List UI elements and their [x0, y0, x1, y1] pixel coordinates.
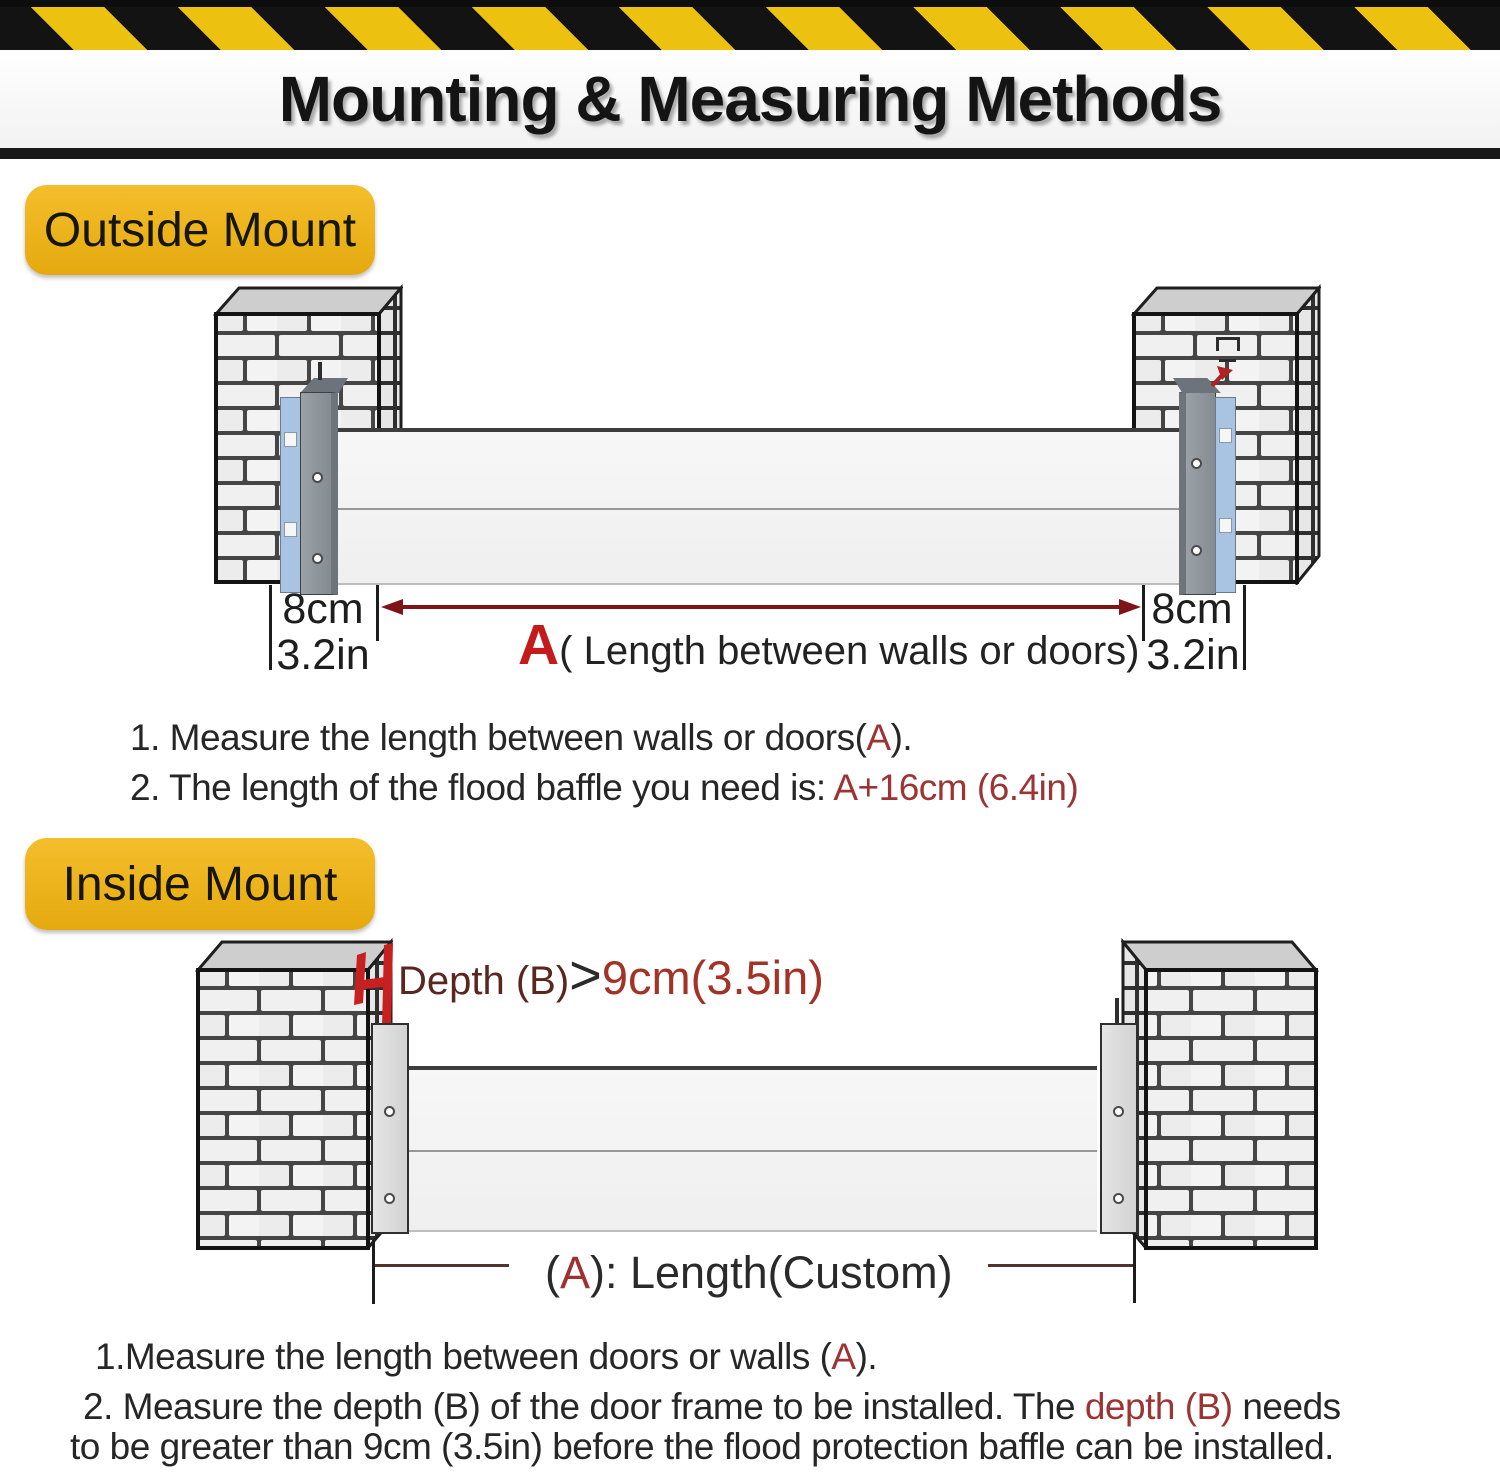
inside-step-2-continued — [70, 1426, 1334, 1468]
outside-mount-badge — [25, 185, 375, 275]
right-anchor-mark — [1115, 998, 1119, 1025]
outside-step-2-text: 2. The length of the flood baffle you need is: — [130, 767, 834, 808]
length-label-pre: ( — [545, 1247, 560, 1298]
outside-step-1-end: ). — [890, 717, 913, 758]
left-anchor-mark — [318, 362, 322, 380]
inside-step-2-continued-text: to be greater than 9cm (3.5in) before the flood protection baffle can be installed. — [70, 1426, 1334, 1467]
outside-step-1-a: A — [866, 717, 891, 758]
screw-hole — [1113, 1193, 1124, 1204]
inside-mount-badge — [25, 838, 375, 930]
wall-slot-mark — [1216, 337, 1240, 351]
barrier-seam — [335, 508, 1180, 510]
inside-step-1-a: A — [831, 1336, 856, 1377]
inside-step-1 — [95, 1336, 877, 1378]
inside-step-1-text: 1.Measure the length between doors or walls ( — [95, 1336, 832, 1377]
depth-marker-icon — [351, 943, 397, 1027]
inside-step-2-depth: depth (B) — [1084, 1386, 1233, 1427]
depth-label-text: Depth (B) — [398, 959, 570, 1003]
depth-requirement-label — [398, 943, 824, 1006]
outside-step-1-text: 1. Measure the length between walls or doors( — [130, 717, 867, 758]
left-gap-inch: 3.2in — [276, 631, 370, 679]
span-length-label — [518, 612, 1139, 678]
right-seal-strip — [1215, 397, 1236, 593]
span-length-a: A — [518, 613, 560, 677]
right-mounting-channel — [1179, 392, 1216, 595]
title-band — [0, 50, 1500, 148]
depth-value: 9cm(3.5in) — [601, 951, 824, 1004]
seal-tab — [1219, 428, 1232, 443]
flood-barrier-panel-inside — [409, 1066, 1097, 1232]
outside-mount-badge-label: Outside Mount — [43, 203, 357, 257]
inside-step-2 — [83, 1386, 1341, 1428]
left-gap-cm: 8cm — [282, 585, 364, 633]
screw-hole — [312, 472, 323, 483]
screw-hole — [384, 1106, 395, 1117]
wall-dash-mark — [1219, 359, 1236, 362]
greater-than-sign: > — [569, 943, 602, 1006]
measure-line — [1243, 585, 1246, 670]
seal-tab — [284, 522, 297, 537]
screw-hole — [1113, 1106, 1124, 1117]
left-seal-strip — [280, 397, 301, 593]
outside-step-1 — [130, 717, 912, 759]
left-mounting-channel — [300, 392, 338, 595]
insert-direction-arrow-icon — [1208, 366, 1236, 388]
seal-tab — [284, 432, 297, 447]
length-label-a: A — [560, 1247, 591, 1298]
length-label-post: ): Length(Custom) — [590, 1247, 953, 1298]
inside-right-brick-pillar — [1121, 938, 1319, 1250]
seal-tab — [1219, 518, 1232, 533]
barrier-seam — [409, 1150, 1097, 1152]
right-gap-cm: 8cm — [1151, 585, 1233, 633]
custom-length-label — [545, 1247, 953, 1299]
screw-hole — [1191, 458, 1202, 469]
inside-step-2-end: needs — [1232, 1386, 1341, 1427]
inside-step-2-text: 2. Measure the depth (B) of the door frame to be installed. The — [83, 1386, 1085, 1427]
measure-tick — [376, 585, 379, 641]
measure-line — [375, 1264, 509, 1267]
outside-step-2 — [130, 767, 1078, 809]
outside-step-2-formula: A+16cm (6.4in) — [833, 767, 1079, 808]
span-length-text: ( Length between walls or doors) — [559, 629, 1140, 673]
flood-barrier-panel-outside — [335, 428, 1180, 585]
page-title: Mounting & Measuring Methods — [278, 63, 1222, 135]
screw-hole — [312, 553, 323, 564]
measure-line — [1133, 1233, 1136, 1303]
inside-step-1-end: ). — [855, 1336, 878, 1377]
hazard-stripe-banner — [0, 0, 1500, 50]
measure-line — [988, 1264, 1135, 1267]
inside-mount-badge-label: Inside Mount — [62, 857, 338, 911]
screw-hole — [1191, 545, 1202, 556]
header-divider — [0, 148, 1500, 159]
screw-hole — [384, 1193, 395, 1204]
measure-line — [372, 1240, 375, 1304]
right-gap-inch: 3.2in — [1146, 631, 1240, 679]
